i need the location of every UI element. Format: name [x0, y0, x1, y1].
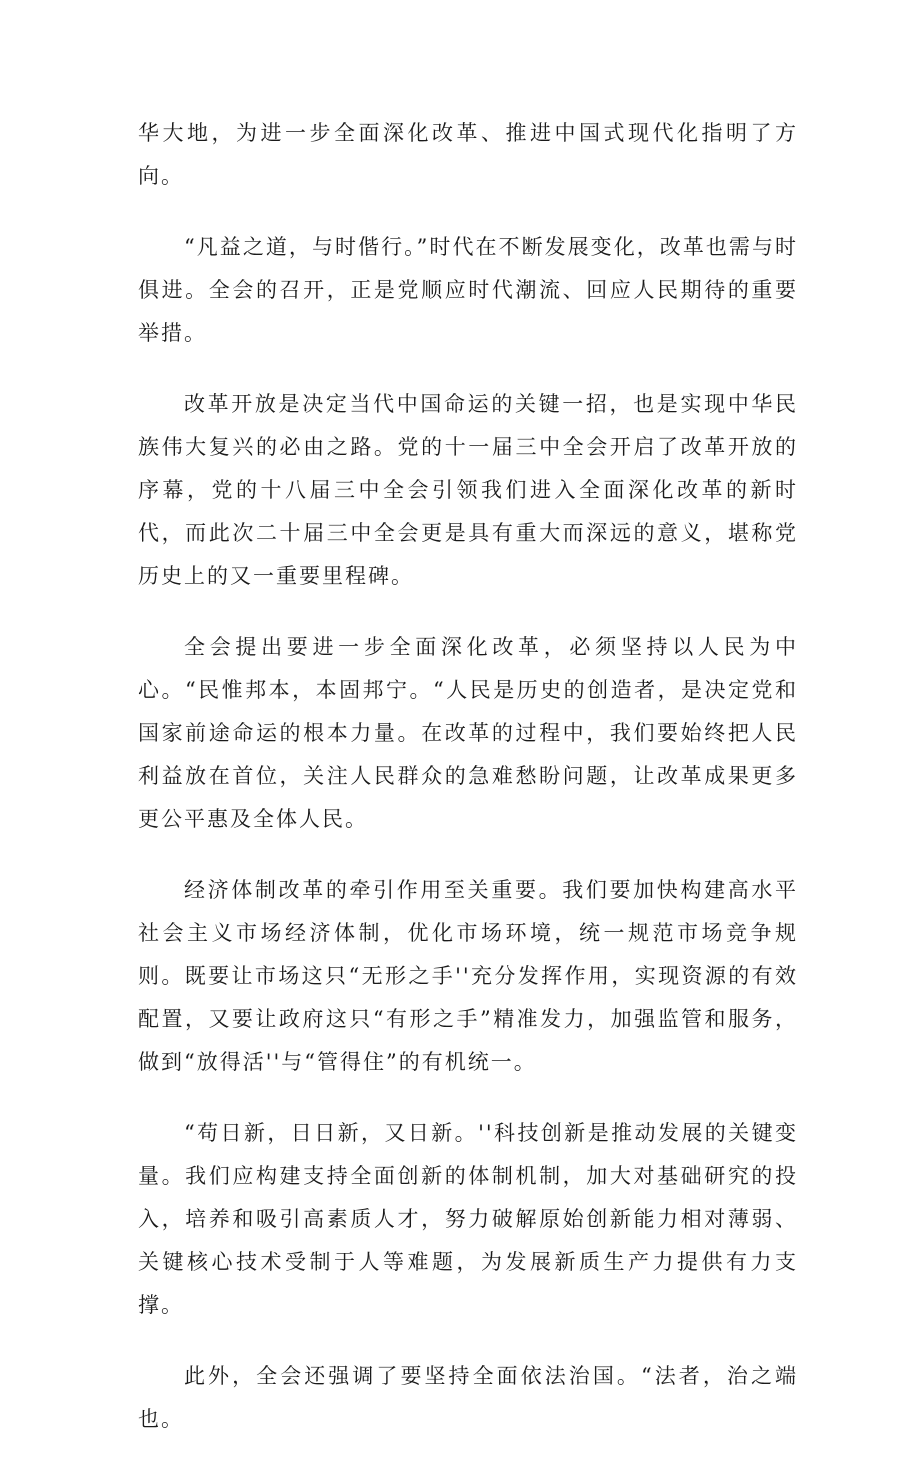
paragraph-6: “苟日新，日日新，又日新。''科技创新是推动发展的关键变量。我们应构建支持全面创新的体制机制，加大对基础研究的投入，培养和吸引高素质人才，努力破解原始创新能力相对薄弱、关键核心技术受制于人等难题，为发展新质生产力提供有力支撑。	[138, 1121, 798, 1317]
paragraph-2: “凡益之道，与时偕行。”时代在不断发展变化，改革也需与时俱进。全会的召开，正是党顺应时代潮流、回应人民期待的重要举措。	[138, 235, 798, 345]
paragraph-3: 改革开放是决定当代中国命运的关键一招，也是实现中华民族伟大复兴的必由之路。党的十一届三中全会开启了改革开放的序幕，党的十八届三中全会引领我们进入全面深化改革的新时代，而此次二十届三中全会更是具有重大而深远的意义，堪称党历史上的又一重要里程碑。	[138, 392, 798, 588]
paragraph-5: 经济体制改革的牵引作用至关重要。我们要加快构建高水平社会主义市场经济体制，优化市场环境，统一规范市场竞争规则。既要让市场这只“无形之手''充分发挥作用，实现资源的有效配置，又要让政府这只“有形之手”精准发力，加强监管和服务，做到“放得活''与“管得住”的有机统一。	[138, 878, 798, 1074]
document-body	[138, 112, 798, 1469]
paragraph-4: 全会提出要进一步全面深化改革，必须坚持以人民为中心。“民惟邦本，本固邦宁。“人民是历史的创造者，是决定党和国家前途命运的根本力量。在改革的过程中，我们要始终把人民利益放在首位，关注人民群众的急难愁盼问题，让改革成果更多更公平惠及全体人民。	[138, 635, 798, 831]
paragraph-1: 华大地，为进一步全面深化改革、推进中国式现代化指明了方向。	[138, 121, 798, 188]
paragraph-7: 此外，全会还强调了要坚持全面依法治国。“法者，治之端也。	[138, 1364, 798, 1431]
